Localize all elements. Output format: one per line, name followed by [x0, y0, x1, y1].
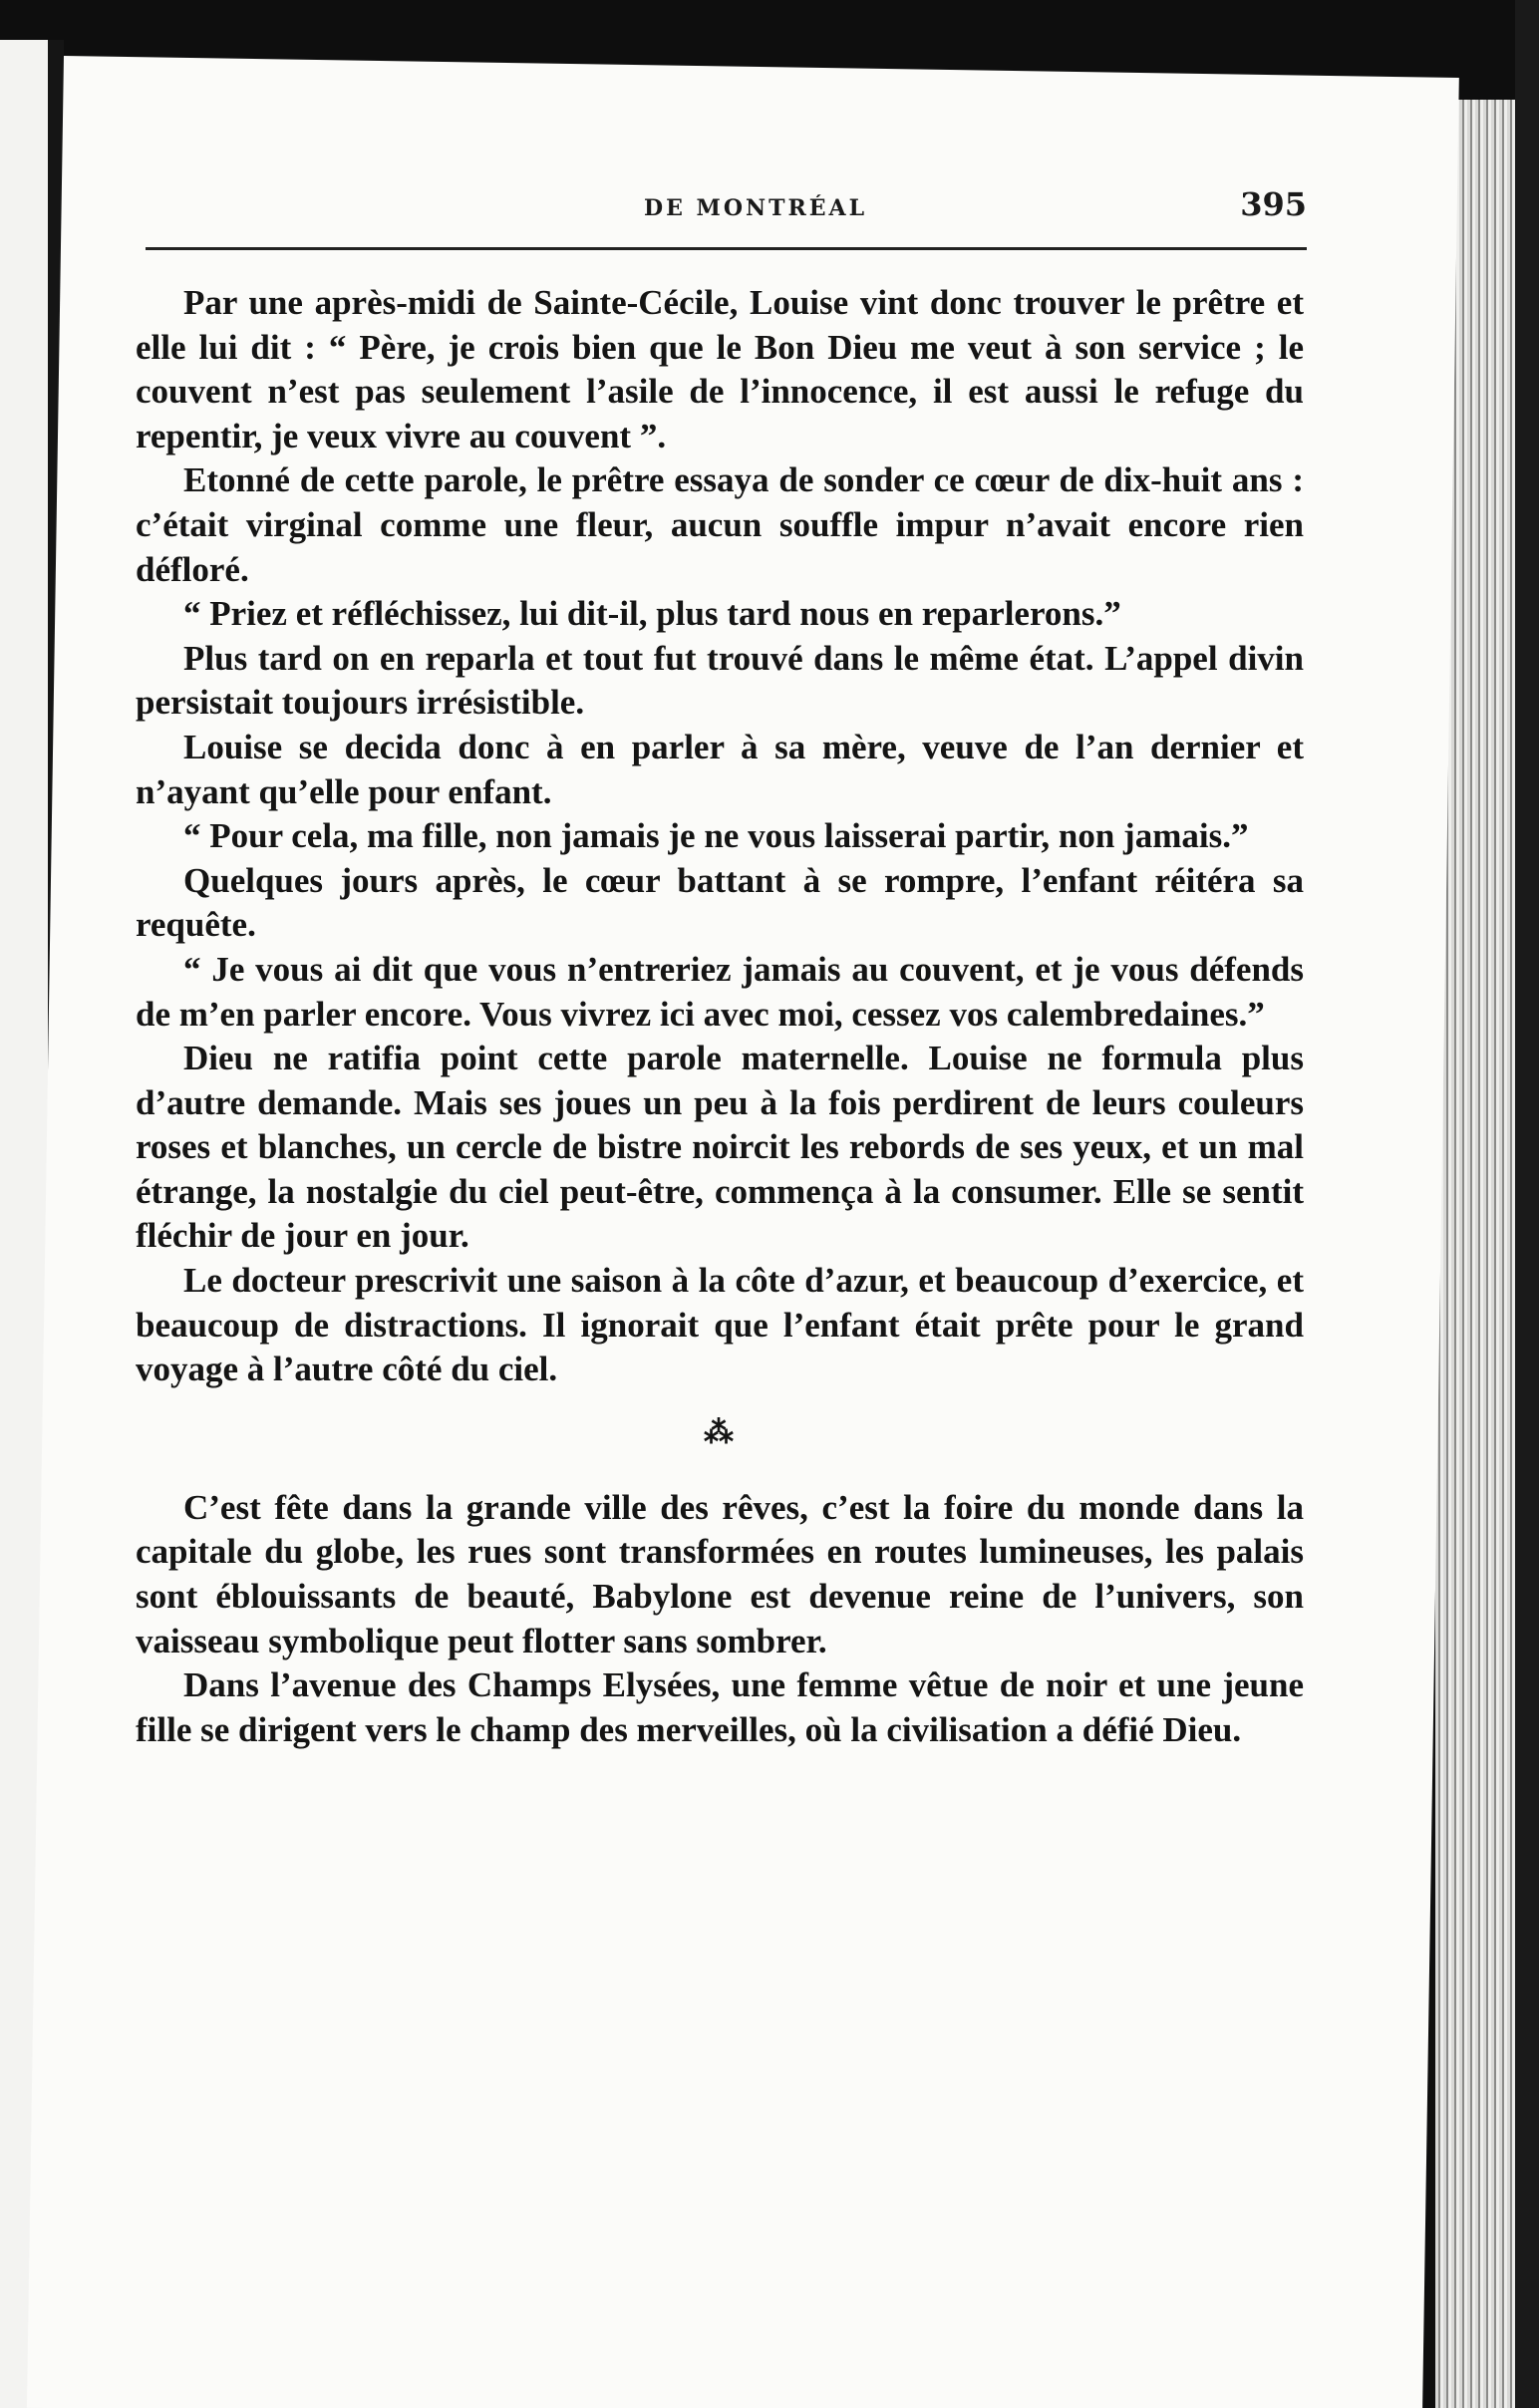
- paragraph: C’est fête dans la grande ville des rêves, c’est la foire du monde dans la capitale du globe, les rues sont transformées en routes lumineuses, les palais sont éblouissants de beauté, Babylone est devenue reine de l’univers, son vaisseau symbolique peut flotter sans sombrer.: [136, 1487, 1304, 1660]
- paragraph: Plus tard on en reparla et tout fut trouvé dans le même état. L’appel divin persistait toujours irrésistible.: [136, 638, 1304, 723]
- page-number: 395: [1240, 185, 1307, 223]
- paragraph: “ Pour cela, ma fille, non jamais je ne vous laisserai partir, non jamais.”: [183, 816, 1249, 856]
- paragraph: Dieu ne ratifia point cette parole maternelle. Louise ne formula plus d’autre demande. Mais ses joues un peu à la fois perdirent de leurs couleurs roses et blanches, un cercle de bistre noircit les rebords de ses yeux, et un mal étrange, la nostalgie du ciel peut-être, commença à la consumer. Elle se sentit fléchir de jour en jour.: [136, 1039, 1304, 1256]
- paragraph: Dans l’avenue des Champs Elysées, une femme vêtue de noir et une jeune fille se dirigent vers le champ des merveilles, où la civilisation a défié Dieu.: [136, 1665, 1304, 1749]
- paragraph: Quelques jours après, le cœur battant à se rompre, l’enfant réitéra sa requête.: [136, 860, 1304, 945]
- paragraph: “ Je vous ai dit que vous n’entreriez jamais au couvent, et je vous défends de m’en parler encore. Vous vivrez ici avec moi, cessez vos calembredaines.”: [136, 949, 1304, 1034]
- paragraph: Louise se decida donc à en parler à sa mère, veuve de l’an dernier et n’ayant qu’elle pour enfant.: [136, 727, 1304, 811]
- header-rule: [146, 247, 1307, 250]
- section-break-asterism: ⁂: [704, 1415, 736, 1449]
- paragraph: Par une après-midi de Sainte-Cécile, Louise vint donc trouver le prêtre et elle lui dit : “ Père, je crois bien que le Bon Dieu me veut à son service ; le couvent n’est pas seulement l’asile de l’innocence, il est aussi le refuge du repentir, je veux vivre au couvent ”.: [136, 283, 1304, 455]
- scan-background: [1515, 0, 1539, 2408]
- paragraph: Etonné de cette parole, le prêtre essaya de sonder ce cœur de dix-huit ans : c’était virginal comme une fleur, aucun souffle impur n’avait encore rien défloré.: [136, 460, 1304, 589]
- body-text: [136, 281, 1304, 1752]
- paragraph: Le docteur prescrivit une saison à la côte d’azur, et beaucoup d’exercice, et beaucoup de distractions. Il ignorait que l’enfant était prête pour le grand voyage à l’autre côté du ciel.: [136, 1261, 1304, 1389]
- page-header: [146, 185, 1307, 267]
- running-head: DE MONTRÉAL: [644, 195, 868, 221]
- paragraph: “ Priez et réfléchissez, lui dit-il, plus tard nous en reparlerons.”: [183, 594, 1121, 634]
